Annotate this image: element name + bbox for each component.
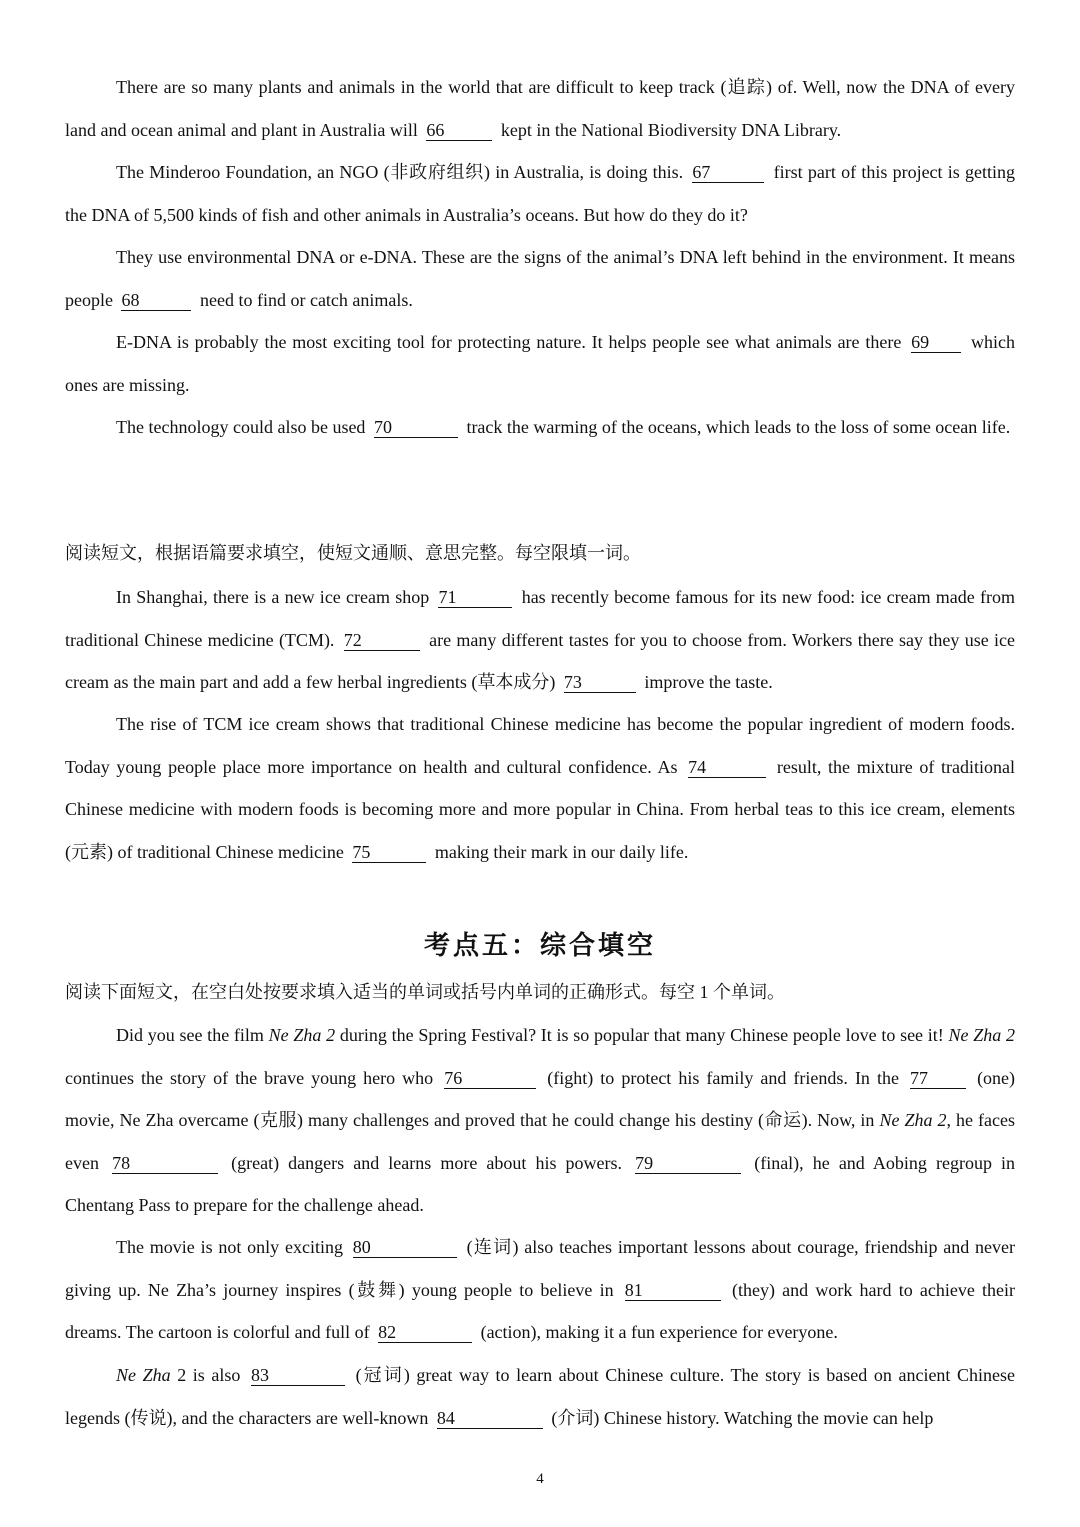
blank-69[interactable]: 69 <box>911 332 961 353</box>
text: They use environmental DNA or e-DNA. These are the signs of the animal’s DNA left behind in the environment. It means people <box>65 247 1015 310</box>
text: (they) and work hard to achieve their dreams. The cartoon is colorful and full of <box>65 1279 1016 1342</box>
passage-nezha-paragraph-3 <box>65 1354 1015 1439</box>
passage-icecream-paragraph-1 <box>65 576 1015 704</box>
blank-84[interactable]: 84 <box>437 1408 543 1429</box>
text: E-DNA is probably the most exciting tool for protecting nature. It helps people see what animals are there <box>116 332 902 352</box>
blank-80[interactable]: 80 <box>353 1237 457 1258</box>
passage-dna-paragraph-3 <box>65 236 1015 321</box>
blank-77[interactable]: 77 <box>910 1068 966 1089</box>
passage-dna-paragraph-5 <box>65 406 1015 449</box>
page-number: 4 <box>536 1471 544 1487</box>
passage-dna-paragraph-2 <box>65 151 1015 236</box>
text: 2 is also <box>177 1365 241 1385</box>
section-heading: 考点五：综合填空 <box>423 931 656 961</box>
blank-66[interactable]: 66 <box>426 120 492 141</box>
text: The technology could also be used <box>116 417 366 437</box>
text: improve the taste. <box>644 672 773 692</box>
blank-71[interactable]: 71 <box>438 587 512 608</box>
blank-79[interactable]: 79 <box>635 1153 741 1174</box>
passage-dna-paragraph-4 <box>65 321 1015 406</box>
blank-73[interactable]: 73 <box>564 672 636 693</box>
blank-68[interactable]: 68 <box>121 290 191 311</box>
instruction-ice-cream: 阅读短文，根据语篇要求填空，使短文通顺、意思完整。每空限填一词。 <box>65 543 641 563</box>
blank-81[interactable]: 81 <box>625 1280 721 1301</box>
passage-nezha-paragraph-2 <box>65 1226 1015 1354</box>
text: (冠词) great way to learn about Chinese culture. The story is based on ancient Chinese legends (传说), and the characters are well-known <box>65 1365 1016 1428</box>
blank-75[interactable]: 75 <box>352 842 426 863</box>
blank-74[interactable]: 74 <box>688 757 766 778</box>
text: first part of this project is getting the DNA of 5,500 kinds of fish and other animals in Australia’s oceans. But how do they do it? <box>65 162 1016 225</box>
blank-67[interactable]: 67 <box>692 162 764 183</box>
blank-70[interactable]: 70 <box>374 417 458 438</box>
text: during the Spring Festival? It is so popular that many Chinese people love to see it! <box>339 1025 944 1045</box>
text: (one) movie, Ne Zha overcame (克服) many challenges and proved that he could change his destiny (命运). Now, in <box>65 1067 1016 1130</box>
text: (介词) Chinese history. Watching the movie can help <box>551 1407 934 1428</box>
film-title: Ne Zha 2 <box>268 1025 336 1045</box>
text: The rise of TCM ice cream shows that traditional Chinese medicine has become the popular ingredient of modern foods. Today young people place more importance on health and cultural confidence. As <box>65 714 1015 777</box>
film-title: Ne Zha 2 <box>879 1110 947 1130</box>
film-title: Ne Zha 2 <box>948 1025 1015 1045</box>
text: Did you see the film <box>116 1025 264 1045</box>
blank-72[interactable]: 72 <box>344 630 420 651</box>
text: The Minderoo Foundation, an NGO (非政府组织) in Australia, is doing this. <box>116 162 684 182</box>
text: need to find or catch animals. <box>199 289 413 310</box>
text: In Shanghai, there is a new ice cream shop <box>116 587 430 607</box>
blank-76[interactable]: 76 <box>444 1068 536 1089</box>
text: (great) dangers and learns more about his powers. <box>231 1152 623 1173</box>
text: There are so many plants and animals in the world that are difficult to keep track (追踪) of. Well, now the DNA of every land and ocean animal and plant in Australia will <box>65 77 1015 140</box>
passage-icecream-paragraph-2 <box>65 703 1015 873</box>
text: are many different tastes for you to choose from. Workers there say they use ice cream as the main part and add a few herbal ingredients (草本成分) <box>65 629 1016 692</box>
text: kept in the National Biodiversity DNA Library. <box>500 119 842 140</box>
text: making their mark in our daily life. <box>434 841 689 862</box>
text: result, the mixture of traditional Chinese medicine with modern foods is becoming more and more popular in China. From herbal teas to this ice cream, elements (元素) of traditional Chinese medicine <box>65 756 1016 862</box>
text: (action), making it a fun experience for everyone. <box>480 1322 838 1342</box>
blank-82[interactable]: 82 <box>378 1322 472 1343</box>
instruction-nezha: 阅读下面短文，在空白处按要求填入适当的单词或括号内单词的正确形式。每空 1 个单词。 <box>65 982 785 1002</box>
passage-dna-paragraph-1 <box>65 66 1015 151</box>
passage-nezha-paragraph-1 <box>65 1014 1015 1227</box>
blank-83[interactable]: 83 <box>251 1365 345 1386</box>
text: (final), he and Aobing regroup in Chentang Pass to prepare for the challenge ahead. <box>65 1152 1016 1215</box>
text: has recently become famous for its new food: ice cream made from traditional Chinese medicine (TCM). <box>65 587 1016 650</box>
text: , he faces even <box>65 1110 1015 1173</box>
text: which ones are missing. <box>65 332 1015 395</box>
text: track the warming of the oceans, which leads to the loss of some ocean life. <box>466 417 1011 437</box>
blank-78[interactable]: 78 <box>112 1153 218 1174</box>
text: continues the story of the brave young hero who <box>65 1067 434 1088</box>
text: (连词) also teaches important lessons about courage, friendship and never giving up. Ne Zha’s journey inspires (鼓舞) young people to believe in <box>65 1237 1016 1300</box>
text: (fight) to protect his family and friends. In the <box>547 1067 899 1088</box>
film-title: Ne Zha <box>116 1365 171 1385</box>
text: The movie is not only exciting <box>116 1237 343 1257</box>
